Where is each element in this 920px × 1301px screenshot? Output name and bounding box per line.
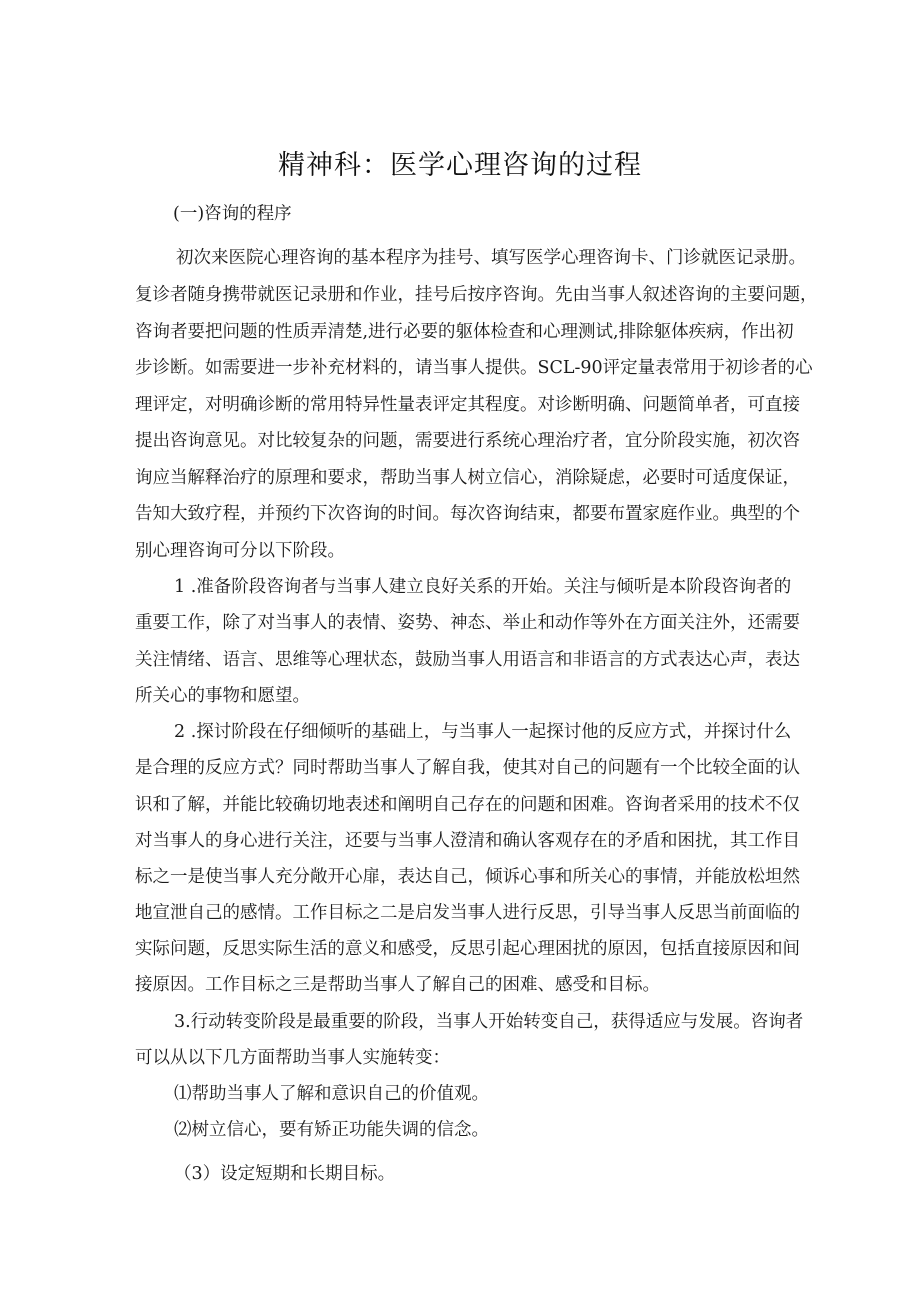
stage-2-line: 实际问题，反思实际生活的意义和感受，反思引起心理困扰的原因，包括直接原因和间 xyxy=(135,939,800,959)
stage-2-line: 识和了解，并能比较确切地表述和阐明自己存在的问题和困难。咨询者采用的技术不仅 xyxy=(135,795,800,815)
list-item: ⑴帮助当事人了解和意识自己的价值观。 xyxy=(174,1084,489,1104)
paragraph-line: 别心理咨询可分以下阶段。 xyxy=(135,541,345,561)
stage-1-line: 关注情绪、语言、思维等心理状态，鼓励当事人用语言和非语言的方式表达心声，表达 xyxy=(135,650,800,670)
stage-3-line: 3.行动转变阶段是最重要的阶段，当事人开始转变自己，获得适应与发展。咨询者 xyxy=(174,1012,804,1032)
stage-2-line: 是合理的反应方式？同时帮助当事人了解自我，使其对自己的问题有一个比较全面的认 xyxy=(135,758,800,778)
stage-2-line: 标之一是使当事人充分敞开心扉，表达自己，倾诉心事和所关心的事情，并能放松坦然 xyxy=(135,867,800,887)
paragraph-line: 初次来医院心理咨询的基本程序为挂号、填写医学心理咨询卡、门诊就医记录册。 xyxy=(176,248,806,268)
stage-1-line: 1 .准备阶段咨询者与当事人建立良好关系的开始。关注与倾听是本阶段咨询者的 xyxy=(174,577,792,597)
list-item: ⑵树立信心，要有矫正功能失调的信念。 xyxy=(174,1120,489,1140)
stage-2-line: 2 .探讨阶段在仔细倾听的基础上，与当事人一起探讨他的反应方式，并探讨什么 xyxy=(174,722,792,742)
list-item: （3）设定短期和长期目标。 xyxy=(174,1164,396,1184)
paragraph-line: 步诊断。如需要进一步补充材料的，请当事人提供。SCL-90评定量表常用于初诊者的心 xyxy=(135,358,813,378)
stage-3-line: 可以从以下几方面帮助当事人实施转变： xyxy=(135,1048,450,1068)
stage-2-line: 接原因。工作目标之三是帮助当事人了解自己的困难、感受和目标。 xyxy=(135,975,660,995)
section-heading: (一)咨询的程序 xyxy=(173,204,292,224)
paragraph-line: 理评定，对明确诊断的常用特异性量表评定其程度。对诊断明确、问题简单者，可直接 xyxy=(135,395,800,415)
paragraph-line: 提出咨询意见。对比较复杂的问题，需要进行系统心理治疗者，宜分阶段实施，初次咨 xyxy=(135,431,800,451)
stage-1-line: 重要工作，除了对当事人的表情、姿势、神态、举止和动作等外在方面关注外，还需要 xyxy=(135,613,800,633)
paragraph-line: 告知大致疗程，并预约下次咨询的时间。每次咨询结束，都要布置家庭作业。典型的个 xyxy=(135,504,800,524)
paragraph-line: 询应当解释治疗的原理和要求，帮助当事人树立信心，消除疑虑，必要时可适度保证， xyxy=(135,468,800,488)
paragraph-line: 复诊者随身携带就医记录册和作业，挂号后按序咨询。先由当事人叙述咨询的主要问题， xyxy=(135,285,818,305)
stage-2-line: 地宣泄自己的感情。工作目标之二是启发当事人进行反思，引导当事人反思当前面临的 xyxy=(135,903,800,923)
stage-2-line: 对当事人的身心进行关注，还要与当事人澄清和确认客观存在的矛盾和困扰，其工作目 xyxy=(135,831,800,851)
page-title: 精神科：医学心理咨询的过程 xyxy=(278,150,642,181)
stage-1-line: 所关心的事物和愿望。 xyxy=(135,686,310,706)
paragraph-line: 咨询者要把问题的性质弄清楚,进行必要的躯体检查和心理测试,排除躯体疾病，作出初 xyxy=(135,322,794,342)
